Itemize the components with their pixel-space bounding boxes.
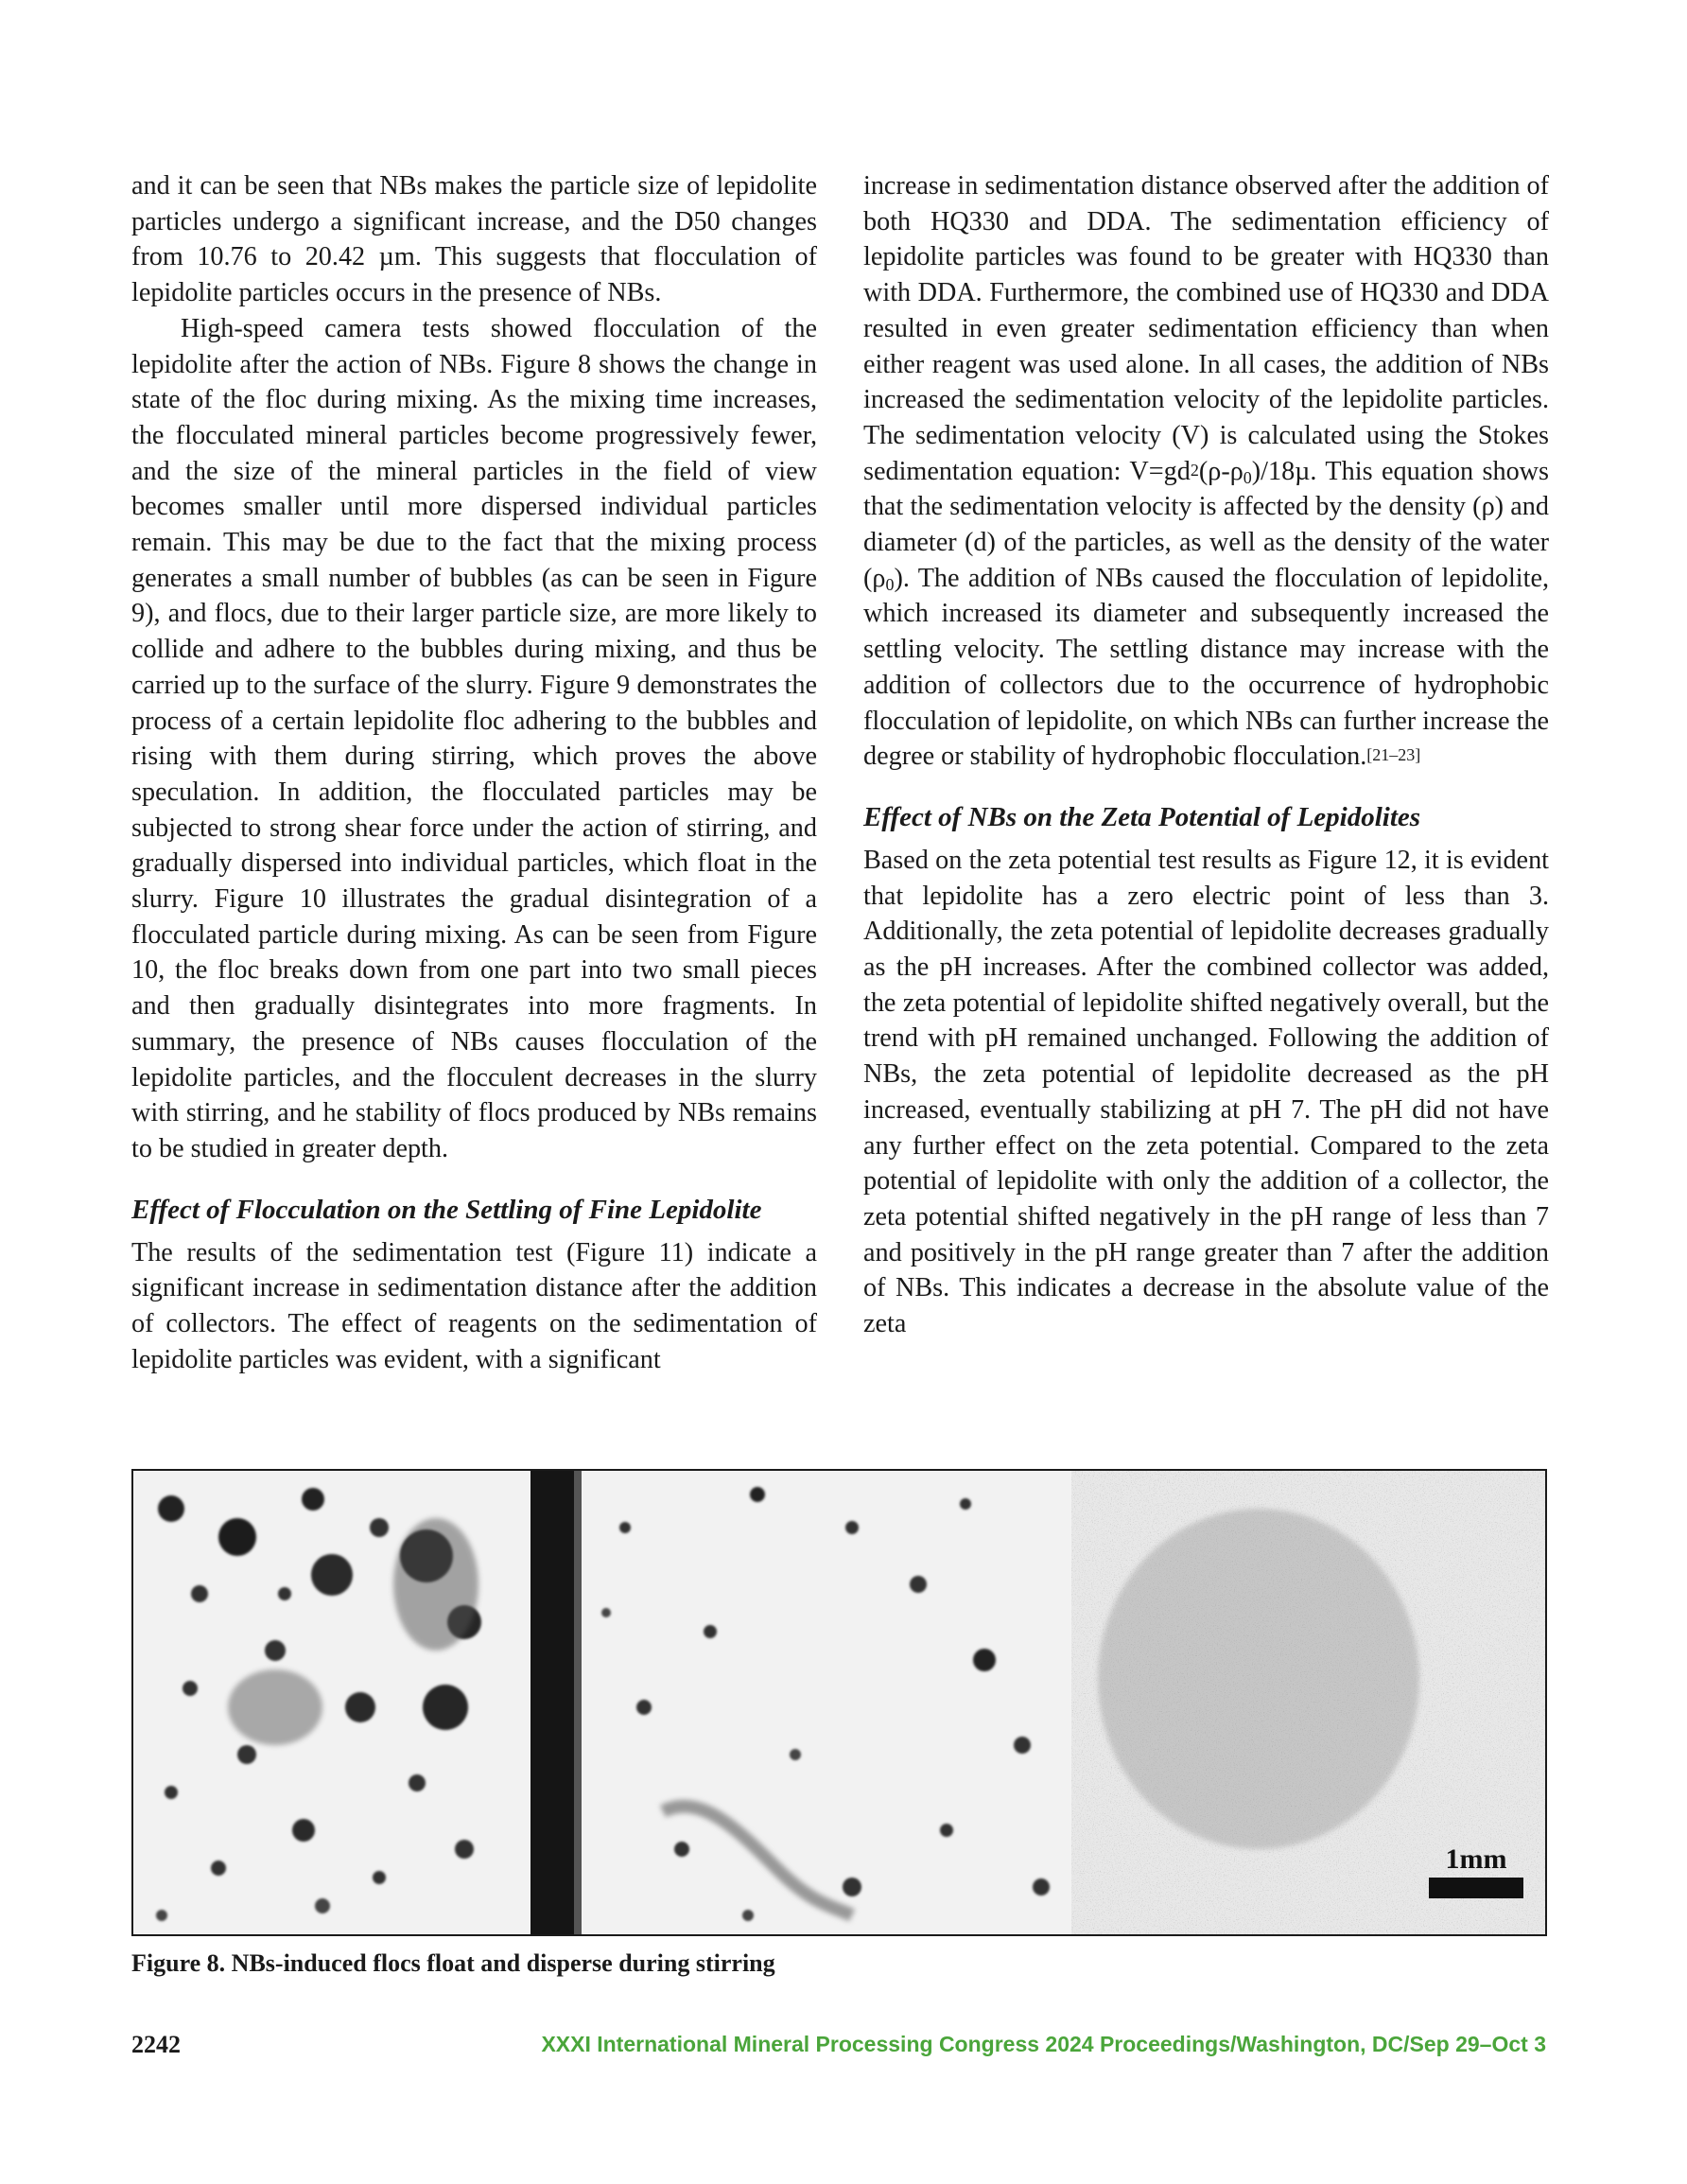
scale-label: 1mm [1445, 1843, 1507, 1875]
micrograph-panels [133, 1471, 1545, 1934]
left-column [131, 168, 817, 1378]
running-footer: XXXI International Mineral Processing Congress 2024 Proceedings/Washington, DC/Sep 29–Oct 3 [541, 2032, 1546, 2056]
page-number: 2242 [131, 2031, 181, 2058]
figure-caption: Figure 8. NBs-induced flocs float and disperse during stirring [131, 1949, 775, 1977]
superscript: 2 [1190, 460, 1199, 480]
paragraph: High-speed camera tests showed flocculation of the lepidolite after the action of NBs. Figure 8 shows the change in state of the floc during mixing. As the mixing time increases, the flocculated mineral particles become progressively fewer, and the size of the mineral particles in the field of view becomes smaller until more dispersed individual particles remain. This may be due to the fact that the mixing process generates a small number of bubbles (as can be seen in Figure 9), and flocs, due to their larger particle size, are more likely to collide and adhere to the bubbles during mixing, and thus be carried up to the surface of the slurry. Figure 9 demonstrates the process of a certain lepidolite floc adhering to the bubbles and rising with them during stirring, which proves the above speculation. In addition, the flocculated particles may be subjected to strong shear force under the action of stirring, and gradually dispersed into individual particles, which float in the slurry. Figure 10 illustrates the gradual disintegration of a flocculated particle during mixing. As can be seen from Figure 10, the floc breaks down from one part into two small pieces and then gradually disintegrates into more fragments. In summary, the presence of NBs causes flocculation of the lepidolite particles, and the flocculent decreases in the slurry with stirring, and he stability of flocs produced by NBs remains to be studied in greater depth. [131, 313, 817, 1163]
text-run: )/18µ. This equation shows that the sedimentation velocity is affected by the density (ρ) and diameter (d) of the particles, as well as the density of the water (ρ [863, 456, 1549, 593]
text-run: (ρ-ρ [1198, 456, 1244, 486]
figure-8-image [131, 1469, 1547, 1936]
right-column [863, 168, 1549, 1342]
text-run: ). The addition of NBs caused the flocculation of lepidolite, which increased its diameter and subsequently increased the settling velocity. The settling distance may increase with the addition of collectors due to the occurrence of hydrophobic flocculation of lepidolite, on which NBs can further increase the degree or stability of hydrophobic flocculation. [863, 563, 1549, 772]
subscript: 0 [885, 574, 895, 594]
citation-superscript: [21–23] [1366, 745, 1421, 765]
scale-bar [1429, 1878, 1523, 1898]
section-heading: Effect of Flocculation on the Settling of Fine Lepidolite [131, 1194, 762, 1225]
paragraph: The results of the sedimentation test (Figure 11) indicate a significant increase in sedimentation distance after the addition of collectors. The effect of reagents on the sedimentation of lepidolite particles was evident, with a significant [131, 1237, 817, 1374]
text-run: increase in sedimentation distance observed after the addition of both HQ330 and DDA. The sedimentation efficiency of lepidolite particles was found to be greater with HQ330 than with DDA. Furthermore, the combined use of HQ330 and DDA resulted in even greater sedimentation efficiency than when either reagent was used alone. In all cases, the addition of NBs increased the sedimentation velocity of the lepidolite particles. The sedimentation velocity (V) is calculated using the Stokes sedimentation equation: V=gd [863, 171, 1549, 486]
section-heading: Effect of NBs on the Zeta Potential of Lepidolites [863, 801, 1421, 832]
paragraph: Based on the zeta potential test results as Figure 12, it is evident that lepidolite has a zero electric point of less than 3. Additionally, the zeta potential of lepidolite decreases gradually as the pH increases. After the combined collector was added, the zeta potential of lepidolite shifted negatively overall, but the trend with pH remained unchanged. Following the addition of NBs, the zeta potential of lepidolite decreased as the pH increased, eventually stabilizing at pH 7. The pH did not have any further effect on the zeta potential. Compared to the zeta potential of lepidolite with only the addition of a collector, the zeta potential shifted negatively in the pH range of less than 7 and positively in the pH range greater than 7 after the addition of NBs. This indicates a decrease in the absolute value of the zeta [863, 845, 1549, 1339]
paragraph [863, 168, 1549, 775]
paragraph: and it can be seen that NBs makes the particle size of lepidolite particles undergo a significant increase, and the D50 changes from 10.76 to 20.42 µm. This suggests that flocculation of lepidolite particles occurs in the presence of NBs. [131, 171, 817, 308]
subscript: 0 [1243, 467, 1252, 487]
